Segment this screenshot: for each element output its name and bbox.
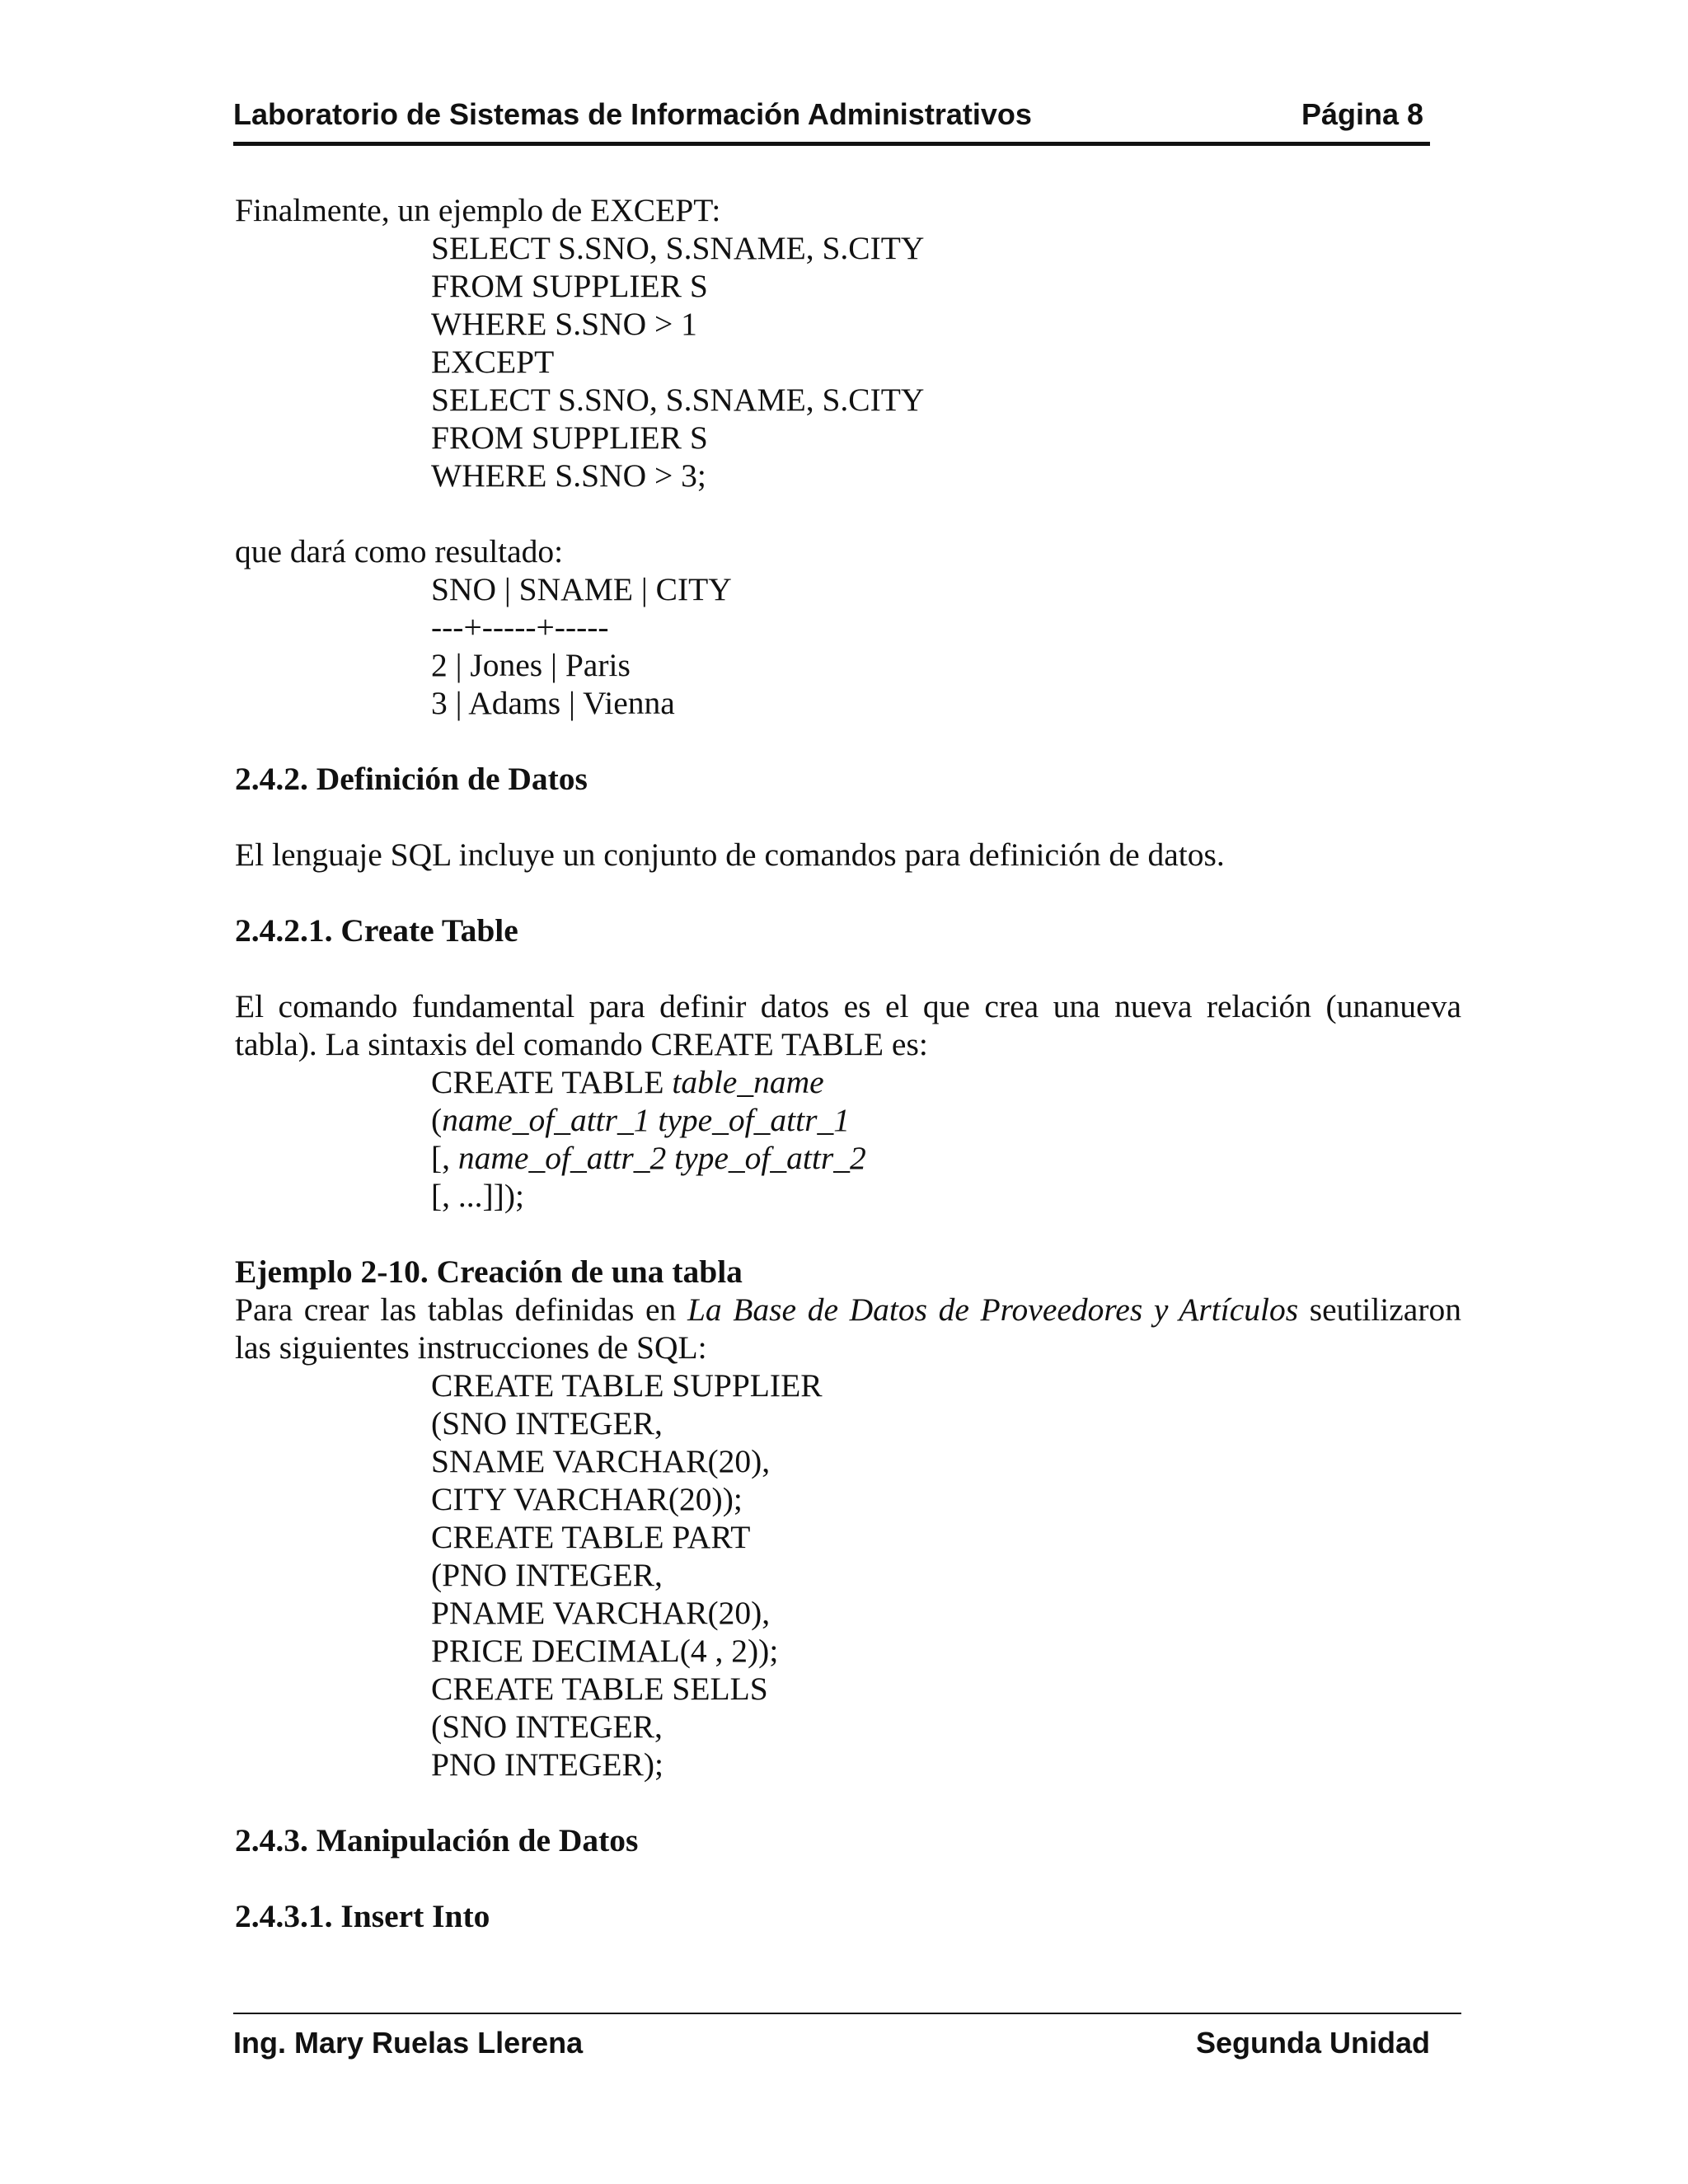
footer-unit: Segunda Unidad [1195, 2026, 1430, 2060]
code-line: SNAME VARCHAR(20), [431, 1443, 771, 1479]
code-line: (SNO INTEGER, [431, 1405, 663, 1441]
except-query [235, 229, 1461, 494]
section-heading-2-4-2-1: 2.4.2.1. Create Table [235, 912, 518, 949]
code-line: WHERE S.SNO > 1 [431, 306, 697, 342]
code-line: SELECT S.SNO, S.SNAME, S.CITY [431, 382, 925, 418]
section-heading-2-4-2: 2.4.2. Definición de Datos [235, 761, 588, 797]
section-text-2-4-2-1: El comando fundamental para definir datos es el que crea una nueva relación (unanueva tabla). La sintaxis del comando CREATE TABLE es: [235, 988, 1461, 1062]
syntax-line: CREATE TABLE table_name [431, 1064, 824, 1100]
result-line: 3 | Adams | Vienna [431, 685, 675, 721]
code-line: PRICE DECIMAL(4 , 2)); [431, 1633, 779, 1669]
code-line: EXCEPT [431, 344, 555, 380]
syntax-line: [, name_of_attr_2 type_of_attr_2 [431, 1140, 866, 1176]
code-line: (SNO INTEGER, [431, 1708, 663, 1745]
result-line: 2 | Jones | Paris [431, 647, 631, 683]
result-table [235, 570, 1461, 722]
create-table-syntax [235, 1063, 1461, 1215]
code-line: (PNO INTEGER, [431, 1557, 663, 1593]
document-body [235, 191, 1461, 1935]
result-intro: que dará como resultado: [235, 533, 564, 569]
code-line: CREATE TABLE PART [431, 1519, 751, 1555]
section-text-2-4-2: El lenguaje SQL incluye un conjunto de comandos para definición de datos. [235, 837, 1225, 873]
result-line: ---+-----+----- [431, 609, 609, 645]
except-intro: Finalmente, un ejemplo de EXCEPT: [235, 192, 721, 228]
syntax-line: [, ...]]); [431, 1178, 524, 1214]
code-line: CITY VARCHAR(20)); [431, 1481, 743, 1517]
code-line: FROM SUPPLIER S [431, 268, 708, 304]
section-heading-2-4-3-1: 2.4.3.1. Insert Into [235, 1898, 490, 1934]
code-line: CREATE TABLE SUPPLIER [431, 1367, 823, 1404]
page-footer [233, 2013, 1461, 2064]
example-text: Para crear las tablas definidas en La Base de Datos de Proveedores y Artículos seutilizaron las siguientes instrucciones de SQL: [235, 1291, 1461, 1366]
code-line: SELECT S.SNO, S.SNAME, S.CITY [431, 230, 925, 266]
page-number: Página 8 [1301, 97, 1423, 131]
code-line: CREATE TABLE SELLS [431, 1671, 768, 1707]
section-heading-2-4-3: 2.4.3. Manipulación de Datos [235, 1822, 639, 1858]
syntax-line: (name_of_attr_1 type_of_attr_1 [431, 1102, 850, 1138]
create-table-code [235, 1366, 1461, 1783]
page-header [233, 92, 1430, 146]
footer-author: Ing. Mary Ruelas Llerena [233, 2026, 584, 2060]
code-line: WHERE S.SNO > 3; [431, 457, 706, 494]
example-heading: Ejemplo 2-10. Creación de una tabla [235, 1254, 743, 1290]
header-title: Laboratorio de Sistemas de Información Administrativos [233, 97, 1032, 131]
code-line: PNAME VARCHAR(20), [431, 1595, 771, 1631]
code-line: FROM SUPPLIER S [431, 419, 708, 456]
code-line: PNO INTEGER); [431, 1746, 663, 1783]
result-line: SNO | SNAME | CITY [431, 571, 732, 607]
